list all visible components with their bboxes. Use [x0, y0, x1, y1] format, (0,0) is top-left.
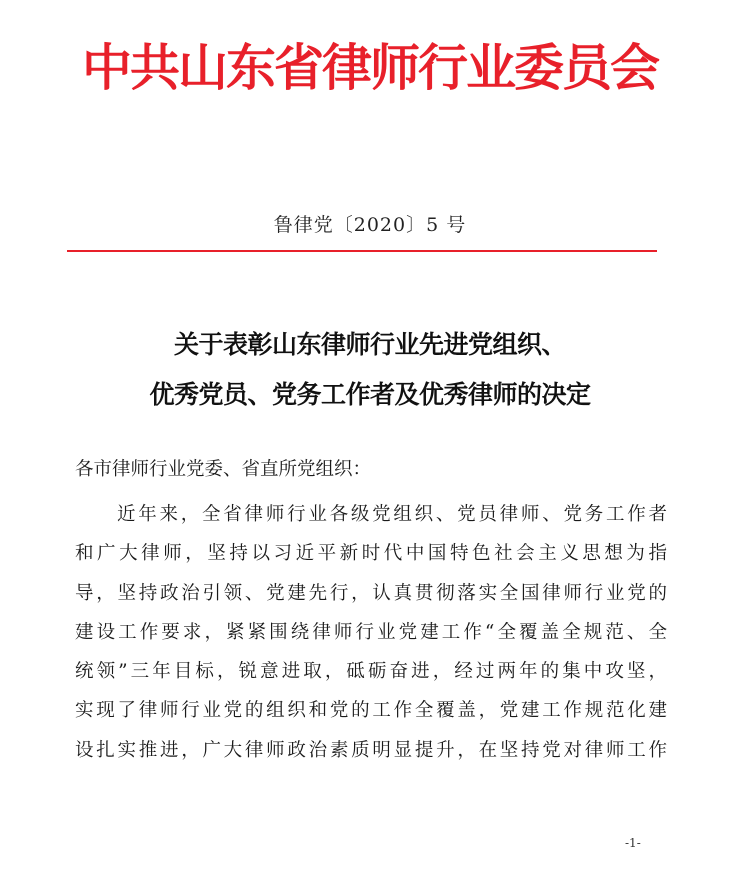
- red-divider: [67, 250, 657, 252]
- organization-header: 中共山东省律师行业委员会: [82, 38, 658, 97]
- body-line: 和广大律师，坚持以习近平新时代中国特色社会主义思想为指: [75, 543, 667, 565]
- page-number: -1-: [625, 836, 641, 850]
- body-line: 导，坚持政治引领、党建先行，认真贯彻落实全国律师行业党的: [75, 582, 667, 604]
- body-line: 近年来，全省律师行业各级党组织、党员律师、党务工作者: [117, 504, 667, 525]
- body-line: 建设工作要求，紧紧围绕律师行业党建工作“全覆盖全规范、全: [75, 621, 667, 643]
- body-text: [75, 495, 675, 770]
- body-line: 统领”三年目标，锐意进取，砥砺奋进，经过两年的集中攻坚，: [75, 661, 667, 683]
- body-line: 实现了律师行业党的组织和党的工作全覆盖，党建工作规范化建: [75, 700, 667, 722]
- document-number: 鲁律党〔2020〕5 号: [273, 214, 467, 236]
- title-line-1: 关于表彰山东律师行业先进党组织、: [173, 330, 566, 359]
- title-line-2: 优秀党员、党务工作者及优秀律师的决定: [149, 380, 591, 409]
- document-title: [0, 320, 740, 420]
- salutation: 各市律师行业党委、省直所党组织：: [75, 459, 372, 480]
- body-line: 设扎实推进，广大律师政治素质明显提升，在坚持党对律师工作: [75, 739, 667, 761]
